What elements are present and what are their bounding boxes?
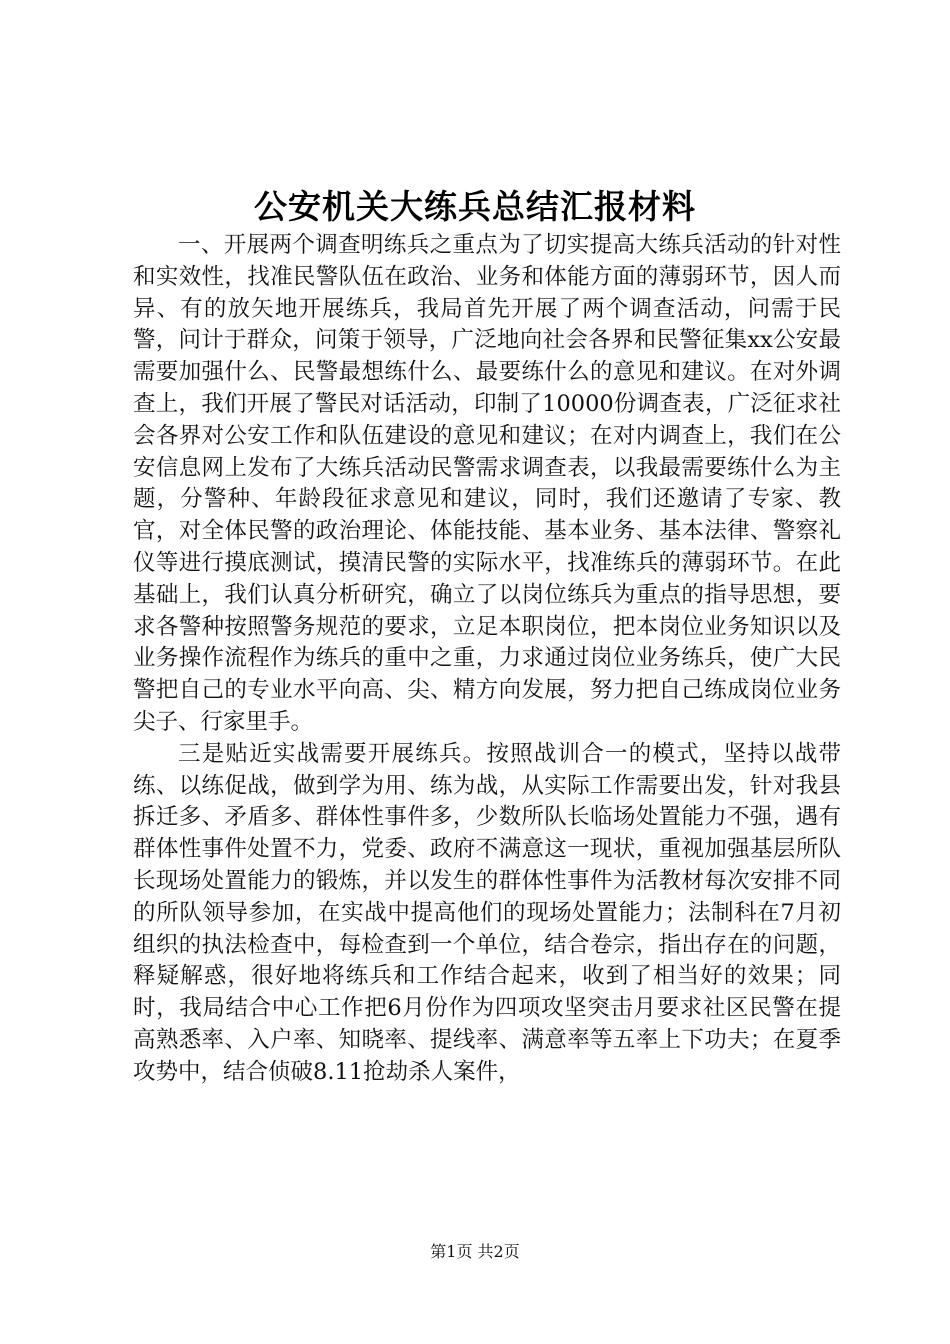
body-paragraph-1: 一、开展两个调查明练兵之重点为了切实提高大练兵活动的针对性和实效性，找准民警队伍在政治、业务和体能方面的薄弱环节，因人而异、有的放矢地开展练兵，我局首先开展了两个调查活动，问需于民警，问计于群众，问策于领导，广泛地向社会各界和民警征集xx公安最需要加强什么、民警最想练什么、最要练什么的意见和建议。在对外调查上，我们开展了警民对话活动，印制了10000份调查表，广泛征求社会各界对公安工作和队伍建设的意见和建议；在对内调查上，我们在公安信息网上发布了大练兵活动民警需求调查表，以我最需要练什么为主题，分警种、年龄段征求意见和建议，同时，我们还邀请了专家、教官，对全体民警的政治理论、体能技能、基本业务、基本法律、警察礼仪等进行摸底测试，摸清民警的实际水平，找准练兵的薄弱环节。在此基础上，我们认真分析研究，确立了以岗位练兵为重点的指导思想，要求各警种按照警务规范的要求，立足本职岗位，把本岗位业务知识以及业务操作流程作为练兵的重中之重，力求通过岗位业务练兵，使广大民警把自己的专业水平向高、尖、精方向发展，努力把自己练成岗位业务尖子、行家里手。 — [133, 232, 841, 735]
document-title: 公安机关大练兵总结汇报材料 — [254, 187, 696, 226]
page-footer: 第1页 共2页 — [430, 1242, 520, 1261]
document-body — [133, 230, 841, 1089]
body-paragraph-2: 三是贴近实战需要开展练兵。按照战训合一的模式，坚持以战带练、以练促战，做到学为用、练为战，从实际工作需要出发，针对我县拆迁多、矛盾多、群体性事件多，少数所队长临场处置能力不强，遇有群体性事件处置不力，党委、政府不满意这一现状，重视加强基层所队长现场处置能力的锻炼，并以发生的群体性事件为活教材每次安排不同的所队领导参加，在实战中提高他们的现场处置能力；法制科在7月初组织的执法检查中，每检查到一个单位，结合卷宗，指出存在的问题，释疑解惑，很好地将练兵和工作结合起来，收到了相当好的效果；同时，我局结合中心工作把6月份作为四项攻坚突击月要求社区民警在提高熟悉率、入户率、知晓率、提线率、满意率等五率上下功夫；在夏季攻势中，结合侦破8.11抢劫杀人案件， — [133, 740, 841, 1085]
